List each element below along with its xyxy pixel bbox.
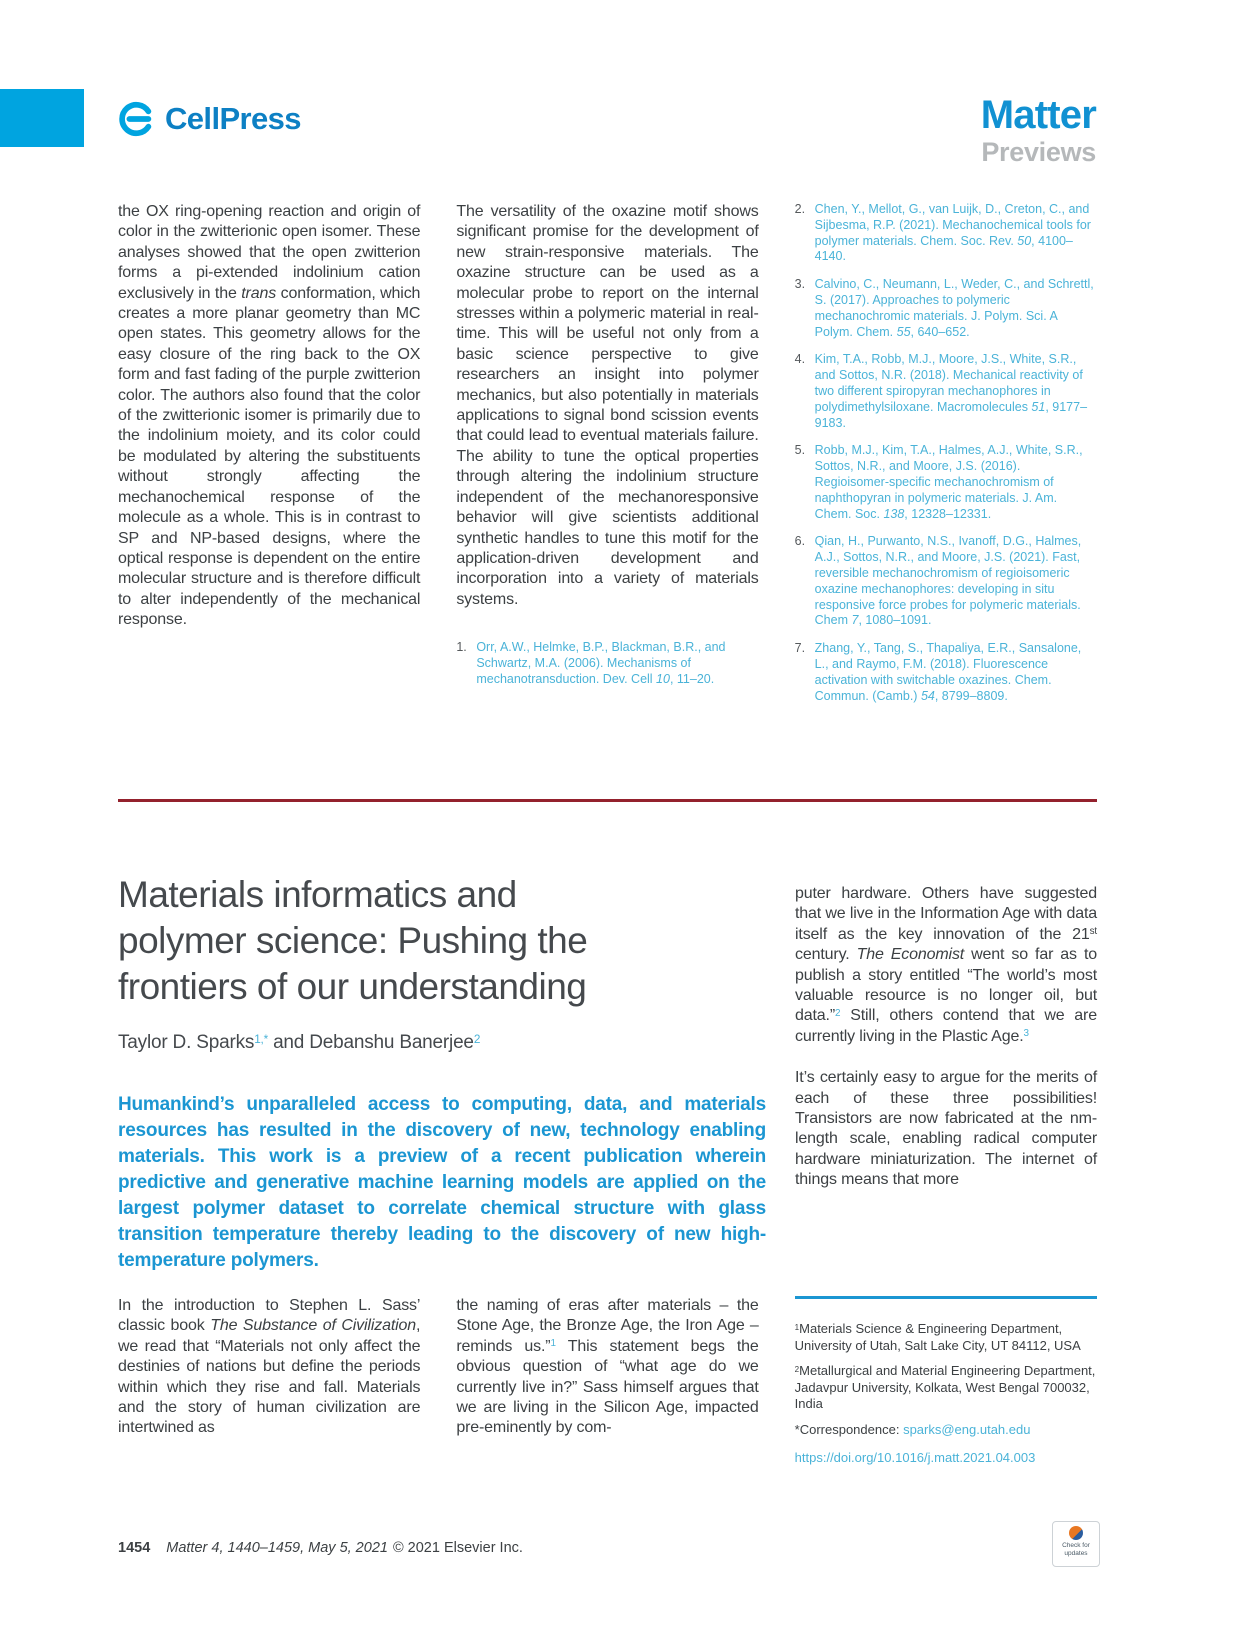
affiliation-2: $^2$Metallurgical and Material Engineering Department, Jadavpur University, Kolkata, West Bengal 700032, India <box>794 1363 1096 1411</box>
correspondence-email-link[interactable]: sparks@eng.utah.edu <box>903 1421 1031 1437</box>
journal-section-label: Previews <box>981 137 1096 167</box>
reference-text: Orr, A.W., Helmke, B.P., Blackman, B.R., and Schwartz, M.A. (2006). Mechanisms of mechanotransduction. Dev. Cell 10, 11–20. <box>476 640 726 686</box>
reference-number: 3. <box>794 277 806 292</box>
cellpress-logo-icon <box>118 100 156 138</box>
body-paragraph: In the introduction to Stephen L. Sass’ classic book The Substance of Civilization, we read that “Materials not only affect the destinies of nations but define the periods within which they rise and fall. Materials and the story of human civilization are intertwined as <box>118 1297 421 1437</box>
section-divider-rule <box>118 799 1097 802</box>
reference-number: 7. <box>794 641 806 656</box>
affiliation-1: $^1$Materials Science & Engineering Department, University of Utah, Salt Lake City, UT 84112, USA <box>794 1321 1081 1353</box>
reference-text: Chen, Y., Mellot, G., van Luijk, D., Creton, C., and Sijbesma, R.P. (2021). Mechanochemical tools for polymer materials. Chem. Soc. Rev. 50, 4100–4140. <box>814 202 1091 264</box>
reference-list <box>456 640 758 687</box>
body-paragraph: The versatility of the oxazine motif shows significant promise for the development of new strain-responsive materials. The oxazine structure can be used as a molecular probe to report on the internal stresses within a polymeric material in real-time. This will be useful not only from a basic science perspective to give researchers an insight into polymer mechanics, but also potentially in materials applications to signal bond scission events that could lead to eventual materials failure. The ability to tune the optical properties through altering the indolinium structure independent of the mechanoresponsive behavior will give scientists additional synthetic handles to tune this motif for the application-driven development and incorporation into a variety of materials systems. <box>456 203 759 608</box>
reference-number: 6. <box>794 534 806 549</box>
article-title: Materials informatics and polymer science: Pushing the frontiers of our understanding <box>118 874 588 1007</box>
reference-text: Kim, T.A., Robb, M.J., Moore, J.S., White, S.R., and Sottos, N.R. (2018). Mechanical reactivity of two different spiropyran mechanophores in polydimethylsiloxane. Macromolecules 51, 9177–9183. <box>814 352 1088 430</box>
reference-item[interactable] <box>795 202 1097 265</box>
reference-number: 1. <box>456 640 467 655</box>
reference-column <box>795 202 1097 716</box>
reference-text: Qian, H., Purwanto, N.S., Ivanoff, D.G., Halmes, A.J., Sottos, N.R., and Moore, J.S. (2021). Fast, reversible mechanochromism of regioisomeric oxazine mechanophores: developing in situ responsive force probes for polymeric materials. Chem 7, 1080–1091. <box>814 534 1082 628</box>
body-column-1 <box>118 1296 420 1476</box>
cellpress-logo-text: CellPress <box>165 101 301 136</box>
doi-line <box>795 1450 1097 1467</box>
footer-citation: Matter 4, 1440–1459, May 5, 2021 <box>166 1540 388 1556</box>
reference-text: Calvino, C., Neumann, L., Weder, C., and Schrettl, S. (2017). Approaches to polymeric mechanochromic materials. J. Polym. Sci. A Polym. Chem. 55, 640–652. <box>814 277 1094 339</box>
check-for-updates-label: Check for updates <box>1062 1542 1090 1557</box>
reference-item[interactable] <box>795 534 1097 629</box>
reference-number: 2. <box>794 202 806 216</box>
page-footer <box>118 1540 523 1556</box>
previous-article-columns <box>118 202 1097 716</box>
article-authors: Taylor D. Sparks$^{1,*}$ and Debanshu Banerjee$^2$ <box>118 1032 481 1053</box>
doi-link[interactable]: https://doi.org/10.1016/j.matt.2021.04.003 <box>794 1450 1036 1465</box>
correspondence-line <box>795 1422 1097 1439</box>
article-abstract: Humankind’s unparalleled access to computing, data, and materials resources has resulted in the discovery of new, technology enabling materials. This work is a preview of a recent publication wherein predictive and generative machine learning models are applied on the largest polymer dataset to correlate chemical structure with glass transition temperature thereby leading to the discovery of new high-temperature polymers. <box>118 1094 766 1271</box>
body-column-2 <box>456 1296 758 1476</box>
body-paragraph: the OX ring-opening reaction and origin of color in the zwitterionic open isomer. These analyses showed that the open zwitterion forms a pi-extended indolinium cation exclusively in the trans conformation, which creates a more planar geometry than MC open states. This geometry allows for the easy closure of the ring back to the OX form and fast fading of the purple zwitterion color. The authors also found that the color of the zwitterionic isomer is primarily due to the indolinium moiety, and its color could be modulated by altering the substituents without strongly affecting the mechanochemical response of the molecule as a whole. This is in contrast to SP and NP-based designs, where the optical response is dependent on the entire molecular structure and is therefore difficult to alter independently of the mechanical response. <box>118 203 421 629</box>
reference-item[interactable] <box>795 352 1097 431</box>
reference-text: Robb, M.J., Kim, T.A., Halmes, A.J., White, S.R., Sottos, N.R., and Moore, J.S. (2016). Regioisomer-specific mechanochromism of naphthopyran in polymeric materials. J. Am. Chem. Soc. 138, 12328–12331. <box>814 443 1083 521</box>
reference-item[interactable] <box>795 277 1097 340</box>
page-number: 1454 <box>118 1540 151 1556</box>
affiliation-column <box>795 1296 1097 1476</box>
reference-item[interactable] <box>795 443 1097 522</box>
reference-number: 4. <box>794 352 806 367</box>
cellpress-logo[interactable] <box>118 100 301 138</box>
check-for-updates-badge[interactable] <box>1052 1521 1100 1567</box>
article-body-columns <box>118 1296 1097 1476</box>
brand-color-bar <box>0 89 84 147</box>
body-paragraph: puter hardware. Others have suggested that we live in the Information Age with data itself as the key innovation of the 21st century. The Economist went so far as to publish a story entitled “The world’s most valuable resource is no longer oil, but data.”$^2$ Still, others contend that we are currently living in the Plastic Age.$^3$ <box>795 885 1097 1045</box>
crossmark-icon <box>1069 1526 1083 1540</box>
right-column <box>795 884 1097 1191</box>
correspondence-label: *Correspondence: <box>794 1421 904 1437</box>
affiliation-divider-rule <box>795 1296 1097 1299</box>
text-column-1 <box>118 202 420 716</box>
journal-title: Matter <box>980 93 1096 137</box>
body-paragraph: It’s certainly easy to argue for the merits of each of these three possibilities! Transistors are now fabricated at the nm-length scale, enabling radical computer hardware miniaturization. The internet of things means that more <box>795 1069 1097 1189</box>
body-paragraph: the naming of eras after materials – the Stone Age, the Bronze Age, the Iron Age – reminds us.”$^1$ This statement begs the obvious question of “what age do we currently live in?” Sass himself argues that we are living in the Silicon Age, impacted pre-eminently by com- <box>456 1297 759 1437</box>
journal-masthead <box>981 94 1096 167</box>
text-column-2 <box>456 202 758 716</box>
reference-item[interactable] <box>456 640 758 687</box>
reference-item[interactable] <box>795 641 1097 704</box>
reference-text: Zhang, Y., Tang, S., Thapaliya, E.R., Sansalone, L., and Raymo, F.M. (2018). Fluorescence activation with switchable oxazines. Chem. Commun. (Camb.) 54, 8799–8809. <box>814 641 1082 703</box>
reference-number: 5. <box>794 443 806 458</box>
footer-copyright: © 2021 Elsevier Inc. <box>392 1540 523 1556</box>
